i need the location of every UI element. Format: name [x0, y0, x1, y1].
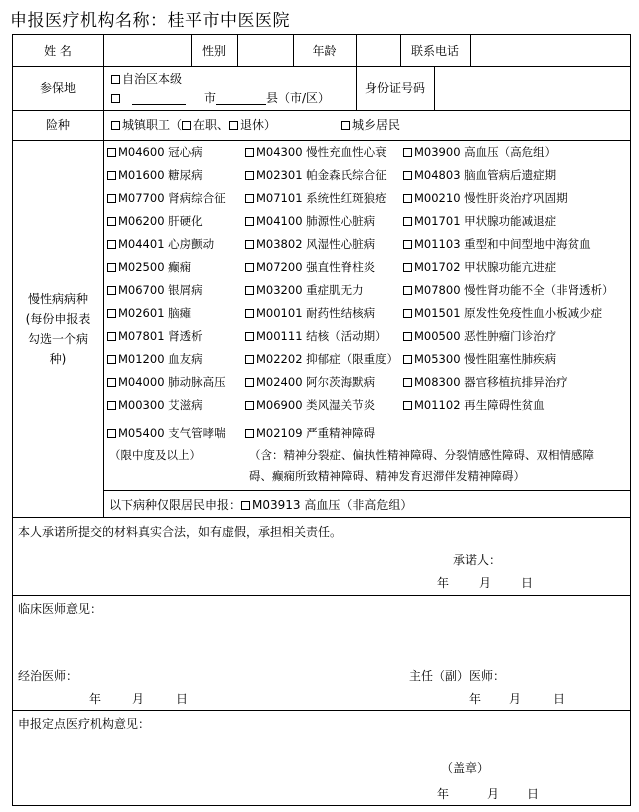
checkbox-icon[interactable] — [403, 355, 412, 364]
disease-option-label: M02400 阿尔茨海默病 — [256, 375, 376, 389]
checkbox-icon[interactable] — [403, 171, 412, 180]
disease-option[interactable] — [107, 237, 214, 251]
disease-option[interactable] — [403, 329, 556, 343]
disease-option[interactable] — [403, 168, 556, 182]
id-number-field[interactable] — [435, 68, 629, 108]
disease-type-label: 慢性病病种 (每份申报表 勾选一个病 种) — [25, 292, 91, 366]
disease-option[interactable] — [107, 260, 191, 274]
disease-option-label: M00300 艾滋病 — [118, 398, 203, 412]
checkbox-icon[interactable] — [341, 121, 350, 130]
institution-year: 年 — [437, 787, 450, 801]
application-form — [12, 34, 631, 806]
disease-option[interactable] — [245, 329, 387, 343]
urban-rural-resident-option[interactable]: 城乡居民 — [341, 118, 400, 132]
disease-option-label: M01701 甲状腺功能减退症 — [414, 214, 557, 228]
checkbox-icon[interactable] — [403, 194, 412, 203]
form-title: 申报医疗机构名称：桂平市中医医院 — [10, 11, 290, 31]
checkbox-icon[interactable] — [403, 148, 412, 157]
disease-option[interactable] — [245, 283, 364, 297]
checkbox-icon[interactable] — [107, 429, 116, 438]
disease-option[interactable] — [107, 214, 203, 228]
checkbox-icon[interactable] — [245, 286, 254, 295]
mental-note-line2: 碍、癫痫所致精神障碍、精神发育迟滞伴发精神障碍） — [249, 469, 525, 483]
disease-option-label: M02301 帕金森氏综合征 — [256, 168, 387, 182]
resident-only-row: 以下病种仅限居民申报： M03913 高血压（非高危组） — [109, 498, 413, 512]
region-option[interactable]: 自治区本级 — [111, 72, 182, 86]
disease-option-label: M04803 脑血管病后遗症期 — [414, 168, 557, 182]
checkbox-icon[interactable] — [403, 286, 412, 295]
disease-option-label: M06900 类风湿关节炎 — [256, 398, 376, 412]
disease-option-label: M03802 风湿性心脏病 — [256, 237, 376, 251]
pledge-signer-label: 承诺人： — [453, 553, 502, 567]
checkbox-icon[interactable] — [107, 240, 116, 249]
urban-employee-option[interactable]: 城镇职工（ 在职、 退休） — [111, 118, 276, 132]
name-label: 姓 名 — [44, 44, 72, 58]
disease-option-label: M01200 血友病 — [118, 352, 203, 366]
county-blank[interactable] — [216, 104, 266, 105]
doctor-year: 年 — [89, 692, 102, 706]
institution-month: 月 — [487, 787, 500, 801]
disease-option-label: M04600 冠心病 — [118, 145, 203, 159]
disease-option-label: M01103 重型和中间型地中海贫血 — [414, 237, 591, 251]
checkbox-icon[interactable] — [403, 309, 412, 318]
disease-option[interactable] — [107, 191, 226, 205]
gender-field[interactable] — [238, 37, 292, 65]
disease-option-label: M02202 抑郁症（限重度） — [256, 352, 399, 366]
checkbox-icon[interactable] — [245, 378, 254, 387]
disease-option-label: M04401 心房颤动 — [118, 237, 215, 251]
disease-option-label: M06700 银屑病 — [118, 283, 203, 297]
checkbox-icon[interactable] — [245, 332, 254, 341]
checkbox-icon[interactable] — [107, 286, 116, 295]
clinical-opinion-field[interactable] — [18, 618, 623, 668]
checkbox-icon[interactable] — [403, 217, 412, 226]
checkbox-icon[interactable] — [245, 194, 254, 203]
director-field[interactable] — [508, 667, 623, 685]
checkbox-icon[interactable] — [111, 121, 120, 130]
disease-option[interactable] — [107, 352, 203, 366]
checkbox-icon[interactable] — [107, 217, 116, 226]
checkbox-icon[interactable] — [107, 401, 116, 410]
checkbox-icon[interactable] — [403, 263, 412, 272]
city-county-option[interactable]: 市 县（市/区） — [111, 91, 330, 105]
disease-option[interactable] — [245, 306, 375, 320]
age-field[interactable] — [357, 37, 399, 65]
clinical-opinion-title: 临床医师意见： — [18, 602, 103, 616]
checkbox-icon[interactable] — [107, 309, 116, 318]
disease-option[interactable] — [107, 145, 203, 159]
disease-option[interactable] — [107, 168, 203, 182]
director-day: 日 — [553, 692, 566, 706]
checkbox-icon[interactable] — [107, 263, 116, 272]
disease-option[interactable] — [403, 375, 568, 389]
disease-option-label: M03200 重症肌无力 — [256, 283, 364, 297]
disease-option[interactable] — [107, 306, 191, 320]
asthma-note: （限中度及以上） — [109, 448, 201, 462]
disease-option[interactable] — [107, 375, 226, 389]
disease-option[interactable] — [107, 283, 203, 297]
seal-label: （盖章） — [441, 761, 490, 775]
checkbox-icon[interactable] — [245, 401, 254, 410]
disease-option[interactable] — [403, 306, 602, 320]
disease-option[interactable] — [403, 237, 591, 251]
disease-option-label: M04300 慢性充血性心衰 — [256, 145, 387, 159]
disease-option[interactable] — [107, 329, 203, 343]
disease-option-label: M01102 再生障碍性贫血 — [414, 398, 545, 412]
disease-option[interactable] — [245, 352, 398, 366]
doctor-day: 日 — [176, 692, 189, 706]
checkbox-icon[interactable] — [245, 263, 254, 272]
mental-note-line1: （含：精神分裂症、偏执性精神障碍、分裂情感性障碍、双相情感障 — [249, 448, 594, 462]
disease-option-label: M07101 系统性红斑狼疮 — [256, 191, 387, 205]
checkbox-icon[interactable] — [245, 355, 254, 364]
checkbox-icon[interactable] — [245, 148, 254, 157]
checkbox-icon[interactable] — [245, 240, 254, 249]
disease-option-asthma[interactable]: M05400 支气管哮喘 — [107, 426, 226, 440]
disease-option[interactable] — [403, 214, 556, 228]
id-number-label: 身份证号码 — [364, 81, 425, 95]
checkbox-icon[interactable] — [182, 121, 191, 130]
disease-option-label: M07700 肾病综合征 — [118, 191, 226, 205]
institution-opinion-title: 申报定点医疗机构意见： — [18, 717, 151, 731]
checkbox-icon[interactable] — [403, 332, 412, 341]
disease-option-label: M07200 强直性脊柱炎 — [256, 260, 376, 274]
checkbox-icon[interactable] — [107, 148, 116, 157]
disease-option-label: M00210 慢性肝炎治疗巩固期 — [414, 191, 568, 205]
attending-doctor-label: 经治医师： — [18, 669, 79, 683]
disease-option-label: M01600 糖尿病 — [118, 168, 203, 182]
pledge-day: 日 — [521, 576, 534, 590]
disease-option[interactable] — [403, 352, 556, 366]
director-label: 主任（副）医师： — [409, 669, 506, 683]
checkbox-icon[interactable] — [111, 75, 120, 84]
disease-option[interactable] — [245, 237, 375, 251]
disease-option-label: M08300 器官移植抗排异治疗 — [414, 375, 568, 389]
disease-option-label: M00101 耐药性结核病 — [256, 306, 376, 320]
checkbox-icon[interactable] — [107, 355, 116, 364]
phone-label: 联系电话 — [410, 44, 459, 58]
disease-option[interactable] — [245, 214, 375, 228]
disease-option[interactable] — [403, 283, 614, 297]
checkbox-icon[interactable] — [245, 309, 254, 318]
checkbox-icon[interactable] — [241, 501, 250, 510]
age-label: 年龄 — [312, 44, 337, 58]
disease-option[interactable] — [245, 191, 387, 205]
name-field[interactable] — [104, 37, 190, 65]
gender-label: 性别 — [201, 44, 226, 58]
disease-option-label: M05300 慢性阻塞性肺疾病 — [414, 352, 557, 366]
checkbox-icon[interactable] — [245, 429, 254, 438]
disease-option[interactable] — [245, 145, 387, 159]
checkbox-icon[interactable] — [229, 121, 238, 130]
checkbox-icon[interactable] — [107, 332, 116, 341]
disease-option-label: M06200 肝硬化 — [118, 214, 203, 228]
disease-option-label: M03900 高血压（高危组） — [414, 145, 557, 159]
pledge-signature-field[interactable] — [513, 551, 623, 569]
disease-option-label: M01501 原发性免疫性血小板减少症 — [414, 306, 603, 320]
disease-option[interactable] — [245, 168, 387, 182]
disease-option-label: M07800 慢性肾功能不全（非肾透析） — [414, 283, 614, 297]
checkbox-icon[interactable] — [107, 171, 116, 180]
disease-option-label: M02601 脑瘫 — [118, 306, 192, 320]
disease-option-label: M04000 肺动脉高压 — [118, 375, 226, 389]
disease-option[interactable] — [245, 398, 375, 412]
institution-opinion-field[interactable] — [18, 733, 623, 755]
checkbox-icon[interactable] — [403, 401, 412, 410]
insured-place-label: 参保地 — [39, 81, 76, 95]
disease-option-label: M04100 肺源性心脏病 — [256, 214, 376, 228]
pledge-month: 月 — [479, 576, 492, 590]
phone-field[interactable] — [471, 37, 629, 65]
disease-option[interactable] — [403, 260, 556, 274]
attending-doctor-field[interactable] — [77, 667, 227, 685]
pledge-statement: 本人承诺所提交的材料真实合法，如有虚假，承担相关责任。 — [18, 525, 343, 539]
checkbox-icon[interactable] — [111, 94, 120, 103]
doctor-month: 月 — [132, 692, 145, 706]
checkbox-icon[interactable] — [403, 378, 412, 387]
checkbox-icon[interactable] — [107, 378, 116, 387]
insurance-type-label: 险种 — [45, 118, 70, 132]
checkbox-icon[interactable] — [403, 240, 412, 249]
pledge-year: 年 — [437, 576, 450, 590]
director-year: 年 — [469, 692, 482, 706]
disease-option-label: M02500 癫痫 — [118, 260, 192, 274]
disease-option[interactable] — [107, 398, 203, 412]
disease-option[interactable] — [245, 260, 375, 274]
director-month: 月 — [509, 692, 522, 706]
disease-option-label: M00500 恶性肿瘤门诊治疗 — [414, 329, 557, 343]
disease-option[interactable] — [403, 398, 545, 412]
disease-option[interactable] — [245, 375, 375, 389]
disease-option-mental[interactable]: M02109 严重精神障碍 — [245, 426, 375, 440]
disease-option[interactable] — [403, 145, 556, 159]
checkbox-icon[interactable] — [245, 217, 254, 226]
disease-option-label: M01702 甲状腺功能亢进症 — [414, 260, 557, 274]
disease-option-label: M00111 结核（活动期） — [256, 329, 387, 343]
institution-day: 日 — [527, 787, 540, 801]
city-blank[interactable] — [132, 104, 186, 105]
checkbox-icon[interactable] — [107, 194, 116, 203]
disease-option-label: M07801 肾透析 — [118, 329, 203, 343]
checkbox-icon[interactable] — [245, 171, 254, 180]
disease-option[interactable] — [403, 191, 568, 205]
